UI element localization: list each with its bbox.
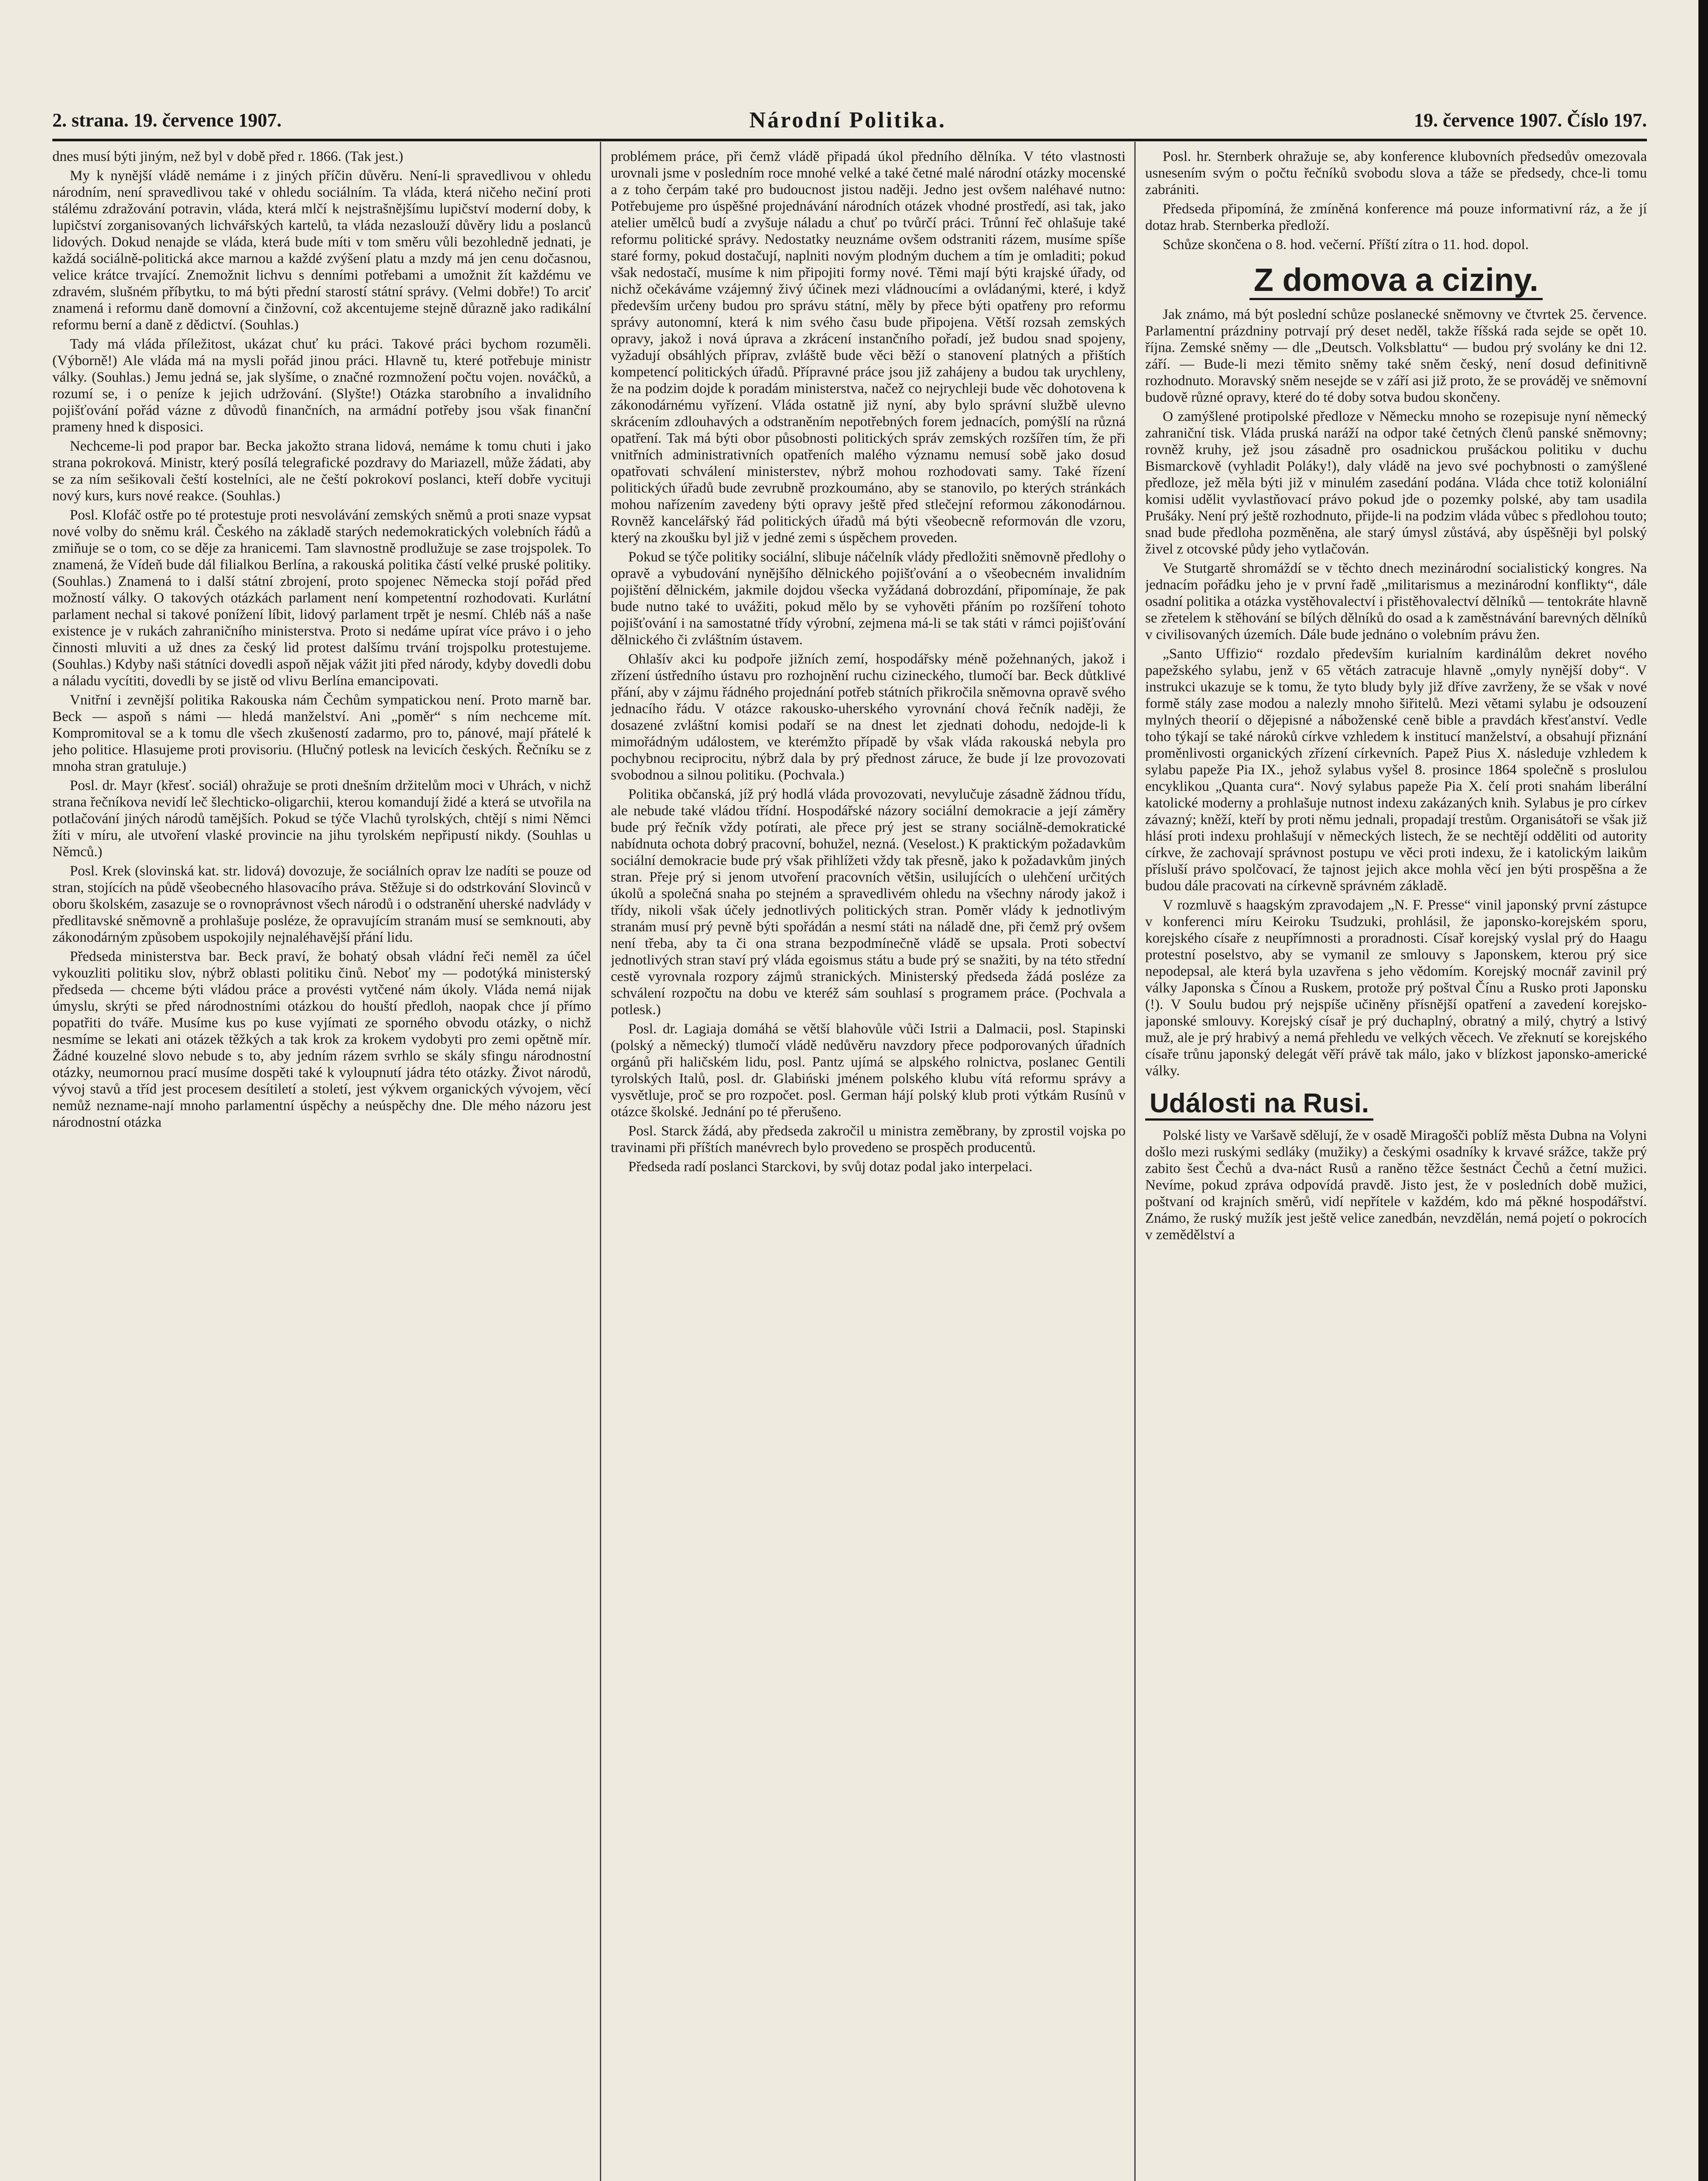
paragraph: V rozmluvě s haagským zpravodajem „N. F. Presse“ vinil japonský první zástupce v konferenci míru Keiroku Tsudzuki, prohlásil, že japonsko-korejském sporu, korejského císaře z neupřímnosti a proradnosti. Císař korejský vyslal prý do Haagu protestní poselstvo, aby se vymanil ze smlouvy s Japonskem, kterou prý sice nepodepsal, ale která byla uzavřena s jeho vědomím. Korejský mocnář zavinil prý války Japonska s Čínou a Ruskem, protože prý poštval Čínu a Rusko proti Japonsku (!). V Soulu budou prý nejspíše učiněny přísnější opatření a zavedení korejsko-japonské smlouvy. Korejský císař je prý duchaplný, obratný a milý, chytrý a lstivý muž, ale je prý hrabivý a nemá přehledu ve velkých věcech. Ve zřeknutí se korejského císaře trůnu japonský delegát věří právě tak málo, jako v blízkost japonsko-americké války. — [1145, 897, 1647, 1079]
paragraph: Posl. dr. Lagiaja domáhá se větší blahovůle vůči Istrii a Dalmacii, posl. Stapinski (polský a německý) tlumočí vládě nedůvěru navzdory přece podporovaných úřadních orgánů při haličském lidu, posl. Pantz ujímá se alpského rolnictva, poslanec Gentili tyrolských Italů, posl. dr. Glabiński jménem polského klubu vítá reformu správy a vysvětluje, proč se pro rozpočet. posl. German hájí polský klub proti výtkám Rusínů v otázce školské. Jednání po té přerušeno. — [611, 1021, 1126, 1120]
header-rule — [52, 139, 1647, 141]
column-divider — [600, 142, 601, 2181]
paragraph: Posl. Starck žádá, aby předseda zakročil u ministra zeměbrany, by zprostil vojska po travinami při příštích manévrech bylo provedeno se prospěch producentů. — [611, 1123, 1126, 1155]
paragraph: Předseda radí poslanci Starckovi, by svůj dotaz podal jako interpelaci. — [628, 1159, 1033, 1175]
paragraph: Ohlašív akci ku podpoře jižních zemí, hospodářsky méně požehnaných, jakož i zřízení ústředního ústavu pro rozhojnění ruchu cizineckého, tlumočí bar. Beck důtklivé přání, aby v zájmu řádného projednání potřeb státních přikročila sněmovna opravě svého jednacího řádu. V otázce rakousko-uherského vyrovnání chová řečník naději, že dosazené zvláštní komisi podaří se na dnest let zjednati dohodu, nedojde-li k mimořádným událostem, ve kterémžto případě by však vláda rakouská nebyla pro pochybnou reciprocitu, nýbrž dala by prý přednost záruce, že bude jí lze provozovati svobodnou a silnou politiku. (Pochvala.) — [611, 651, 1126, 783]
scan-edge — [1698, 0, 1708, 2181]
section-heading-text: Události na Rusi. — [1145, 1088, 1373, 1121]
paragraph: Jak známo, má být poslední schůze poslanecké sněmovny ve čtvrtek 25. července. Parlamentní prázdniny potrvají prý deset neděl, takže říšská rada sejde se opět 10. října. Zemské sněmy — dle „Deutsch. Volksblattu“ — budou prý svolány ke dni 12. září. — Bude-li mezi těmito sněmy také sněm český, není dosud definitivně rozhodnuto. Moravský sněm nesejde se v září asi již proto, že se prováděj ve sněmovní budově různé opravy, které do té doby sotva budou skončeny. — [1145, 307, 1647, 405]
column-2 — [611, 148, 1126, 2181]
paragraph: Nechceme-li pod prapor bar. Becka jakožto strana lidová, nemáme k tomu chuti i jako strana pokroková. Ministr, který posílá telegrafické pozdravy do Mariazell, může žádati, aby se za ním sešikovali čeští kostelníci, ale ne čeští pokrokoví poslanci, kteří dobře vycituji nový kurs, kurs nové reakce. (Souhlas.) — [52, 438, 591, 504]
paragraph: Schůze skončena o 8. hod. večerní. Příští zítra o 11. hod. dopol. — [1163, 237, 1529, 253]
paragraph: „Santo Uffizio“ rozdalo především kurialním kardinálům dekret nového papežského sylabu, jenž v 65 větách zatracuje hlavně „omyly nynější doby“. V instrukci ukazuje se k tomu, že tyto bludy byly již dříve zavrženy, že se však v nové formě stály zase modou a nalezly mnoho šiřitelů. Mezi větami sylabu je odsouzení mylných theorií o dějepisné a náboženské ceně bible a pravdách křesťanství. Vedle toho týkají se také nároků církve vzhledem k institucí manželství, a obsahují přiznání proměnlivosti organických zřízení církevních. Papež Pius X. následuje vzhledem k sylabu papeže Pia IX., jehož sylabus vyšel 8. prosince 1864 společně s proslulou encyklikou „Quanta cura“. Nový sylabus papeže Pia X. čelí proti snahám liberální katolické moderny a prohlašuje nutnost indexu zakázaných knih. Sylabus je pro církev závazný; kněží, kteří by proti němu jednali, propadají trestům. Organisátoři se však již hlásí proti indexu prohlašují v německých listech, že se nechtějí odděliti od autority církve, že zachovají správnost postupu ve věci proti indexu, že i katolickým laikům přísluší právo spolčovací, že tajnost jejich akce mohla věcí jen býti prospěšna a že budou dále pracovati na církevně správném základě. — [1145, 646, 1647, 894]
section-heading-text: Z domova a ciziny. — [1249, 262, 1543, 300]
paragraph: Předseda ministerstva bar. Beck praví, že bohatý obsah vládní řeči neměl za účel vykouzliti politiku slov, nýbrž oblasti politiku činů. Neboť my — podotýká ministerský předseda — chceme býti vládou práce a provésti vytčené nám úkoly. Vláda nemá nijak úmyslu, skrýti se před národnostními otázkou do houští předloh, naopak chce jí přímo popatřiti do tváře. Musíme kus po kuse vyjímati ze sporného obvodu otázky, o nichž nesmíme se lekati ani otázek těžkých a tak krok za krokem vydobyti pro zemi opětně mír. Žádné kouzelné slovo nebude s to, aby jedním rázem svrhlo se skály sfingu národnostní otázky, neumornou prací musíme dospěti také k vyloupnutí jádra této otázky. Život národů, vývoj stavů a tříd jest procesem desítiletí a století, jest výkvem organických vývojem, věcí nemůž nezname-nají mnoho parlamentní úspěchy a neúspěchy dne. Dle mého názoru jest národnostní otázka — [52, 949, 591, 1130]
paragraph: Tady má vláda příležitost, ukázat chuť ku práci. Takové práci bychom rozuměli. (Výborně!) Ale vláda má na mysli pořád jinou práci. Hlavně tu, které potřebuje ministr války. (Souhlas.) Jemu jedná se, jak slyšíme, o značné rozmnožení počtu vojen. nováčků, a rozumí se, i o peníze k jejich udržování. (Slyšte!) Otázka starobního a invalidního pojišťování pořád vázne z důvodů finančních, na armádní potřeby jsou však finanční prameny hned k disposici. — [52, 336, 591, 435]
section-heading-domov — [1145, 259, 1647, 301]
paragraph: Pokud se týče politiky sociální, slibuje náčelník vlády předložiti sněmovně předlohy o opravě a vybudování nynějšího dělnického pojišťování a o všeobecném invalidním pojištění dělnickém, jakmile dojdou všecka vyžádaná dobrozdání, připomínaje, že pak bude nutno také to uvážiti, pokud mělo by se vyhověti přáním po rozšíření tohoto pojišťování i na samostatné třídy výrobní, zejmena má-li se tak státi v rámci pojišťování dělnického či zvláštním ústavem. — [611, 549, 1126, 648]
paragraph: Posl. Krek (slovinská kat. str. lidová) dovozuje, že sociálních oprav lze nadíti se pouze od stran, stojících na půdě všeobecného hlasovacího práva. Stěžuje si do odstrkování Slovinců v oboru školském, zasazuje se o rovnoprávnost všech národů i o odstranění uherské nadvlády v předlitavské sněmovně a prohlašuje posléze, že opravujícím stranám musí se semknouti, aby zákonodárným způsobem uspokojily nejnaléhavější přání lidu. — [52, 863, 591, 945]
paragraph: Polské listy ve Varšavě sdělují, že v osadě Miragošči poblíž města Dubna na Volyni došlo mezi ruskými sedláky (mužiky) a českými osadníky k krvavé srážce, takže prý zabito šest Čechů a dva-náct Rusů a raněno těžce šestnáct Čechů a četní mužici. Nevíme, pokud zpráva odpovídá pravdě. Jisto jest, že v posledních době mužici, poštvaní od krajních směrů, vidí nepřítele v každém, kdo má pěkné hospodářství. Známo, že ruský mužík jest ještě velice zanedbán, nevzdělán, nemá pojetí o pokrocích v zemědělství a — [1145, 1128, 1647, 1243]
paragraph: My k nynější vládě nemáme i z jiných příčin důvěru. Není-li spravedlivou v ohledu národním, není spravedlivou také v ohledu sociálním. Ta vláda, která ničeho nečiní proti stálému zdražování potravin, vláda, která mlčí k nejstrašnějšímu lupičství moderní doby, k lupičství zorganisovaných lichvářských kartelů, ta vláda nezaslouží důvěry lidu a poslanců lidových. Dokud nenajde se vláda, která bude míti v tom směru vůli bezohledně jednati, je každá sociálně-politická akce marnou a každé zvýšení platu a mzdy má jen cenu dočasnou, velice krátce trvající. Znemožnit lichvu s denními potřebami a umožnit žít každému ve zdravém, slušném příbytku, to má býti přední starostí státní správy. (Velmi dobře!) To arciť znamená i reformu daně domovní a činžovní, což akcentujeme stejně důrazně jako radikální reformu berní a daně z dědictví. (Souhlas.) — [52, 168, 591, 333]
paragraph: Předseda připomíná, že zmíněná konference má pouze informativní ráz, a že jí dotaz hrab. Sternberka předloží. — [1145, 201, 1647, 233]
page-header — [52, 105, 1647, 135]
column-3 — [1145, 148, 1647, 2181]
paragraph: Politika občanská, jíž prý hodlá vláda provozovati, nevylučuje zásadně žádnou třídu, ale nebude také vládou třídní. Hospodářské názory sociální demokracie a její záměry bude prý řečník vždy potírati, ale přece prý jest se strany sociálně-demokratické nabídnuta ochota dobrý pracovní, bohužel, nezná. (Veselost.) K praktickým požadavkům sociální demokracie bude prý však přihlížeti vždy tak přesně, jako k požadavkům jiných stran. Přeje prý si jenom utvoření pracovních většin, usilujících o ulehčení určitých úkolů a společná snaha po stejném a spravedlivém ohledu na všechny národy jakož i třídy, nikoli však účely jednotlivých politických stran. Poměr vlády k jednotlivým stranám musí prý pevně býti spořádán a nesmí státi na náladě dne, při čemž prý ovšem není třeba, aby ta či ona strana bezpodmínečně vládě se upsala. Proti sobectví jednotlivých stran staví prý vláda egoismus státu a bude prý se snažiti, by na této střední cestě vyrovnala rozpory zájmů stranických. Ministerský předseda žádá posléze za schválení rozpočtu na dobu ve kteréž sám souhlasí s programem práce. (Pochvala a potlesk.) — [611, 786, 1126, 1018]
paragraph: problémem práce, při čemž vládě připadá úkol předního dělníka. V této vlastnosti urovnali jsme v posledním roce mnohé velké a také četné malé národní otázky mocenské a z toho čerpám také pro budoucnost jistou naději. Jedno jest ovšem naléhavé nutno: Potřebujeme pro úspěšné projednávání národních otázek vhodné prostředí, asi tak, jako atelier umělců budí a zvyšuje náladu a chuť po tvůrčí práci. Trůnní řeč ohlašuje také reformu politické správy. Nedostatky neuznáme ovšem odstraniti rázem, musíme spíše staré formy, pokud dostačují, naplniti novým plodným duchem a tím je omladiti; pokud však nedostačí, musíme k nim připojiti formy nové. Těmi mají býti krajské úřady, od nichž očekáváme vzájemný živý účinek mezi vládnoucími a ovládanými, které, i když především určeny budou pro správu státní, měly by přece býti opatřeny pro reformu správy autonomní, která k nim svého času bude připojena. Větší rozsah zemských opravy, jakož i nová úprava a zkrácení instančního pořadí, jež budou snad spojeny, vyžadují obsáhlých příprav, zvláště bude věci běží o stanovení platných a přištích kompetencí politických úřadů. Přípravné práce jsou již zahájeny a budou tak urychleny, že na podzim dojde k poradám ministerstva, načež co nejrychleji bude věc dohotovena k zákonodárnému vyřízení. Vláda ostatně již nyní, aby bylo správní službě ulevno skrácením zdlouhavých a odstraněním nepotřebných forem jednacích, pomýšlí na různá opatření. Tak má býti obor působnosti politických správ zemských rozšířen tím, že při vnitřních administrativních opatřeních malého významu nemusí sobě jako dosud opatřovati schválení ministerstev, nýbrž mohou rozhodovati samy. Také řízení politických úřadů bude zevrubně prozkoumáno, aby se stanovilo, po kterých stránkách mohou nařízením zavedeny býti opravy ještě před stlečejní reformou zákonodárnou. Rovněž kancelářský řád politických úřadů má býti všeobecně reformován dle vzoru, který na zkoušku byl již v jedné zemi s úspěchem proveden. — [611, 149, 1126, 546]
paragraph: Posl. hr. Sternberk ohražuje se, aby konference klubovních předsedův omezovala usnesením svým o počtu řečníků svobodu slova a táže se předsedy, chce-li tomu zabrániti. — [1145, 149, 1647, 198]
column-1 — [52, 148, 591, 2181]
header-right: 19. července 1907. Číslo 197. — [1414, 109, 1647, 131]
masthead: Národní Politika. — [749, 107, 946, 133]
paragraph: Ve Stutgartě shromáždí se v těchto dnech mezinárodní socialistický kongres. Na jednacím pořádku jeho je v první řadě „militarismus a mezinárodní konflikty“, dále osadní politika a otázka vystěhovalectví i přistěhovalectví dělníků — tentokráte hlavně se zřetelem k stěhování se bílých dělníků do osad a k zaměstnávání barevných dělníků v civilisovaných územích. Dále bude jednáno o volebním právu žen. — [1145, 561, 1647, 643]
paragraph: dnes musí býti jiným, než byl v době před r. 1866. (Tak jest.) — [52, 149, 404, 164]
section-heading-rusi — [1145, 1085, 1647, 1122]
header-left: 2. strana. 19. července 1907. — [52, 109, 282, 131]
paragraph: Vnitřní i zevnější politika Rakouska nám Čechům sympatickou není. Proto marně bar. Beck — aspoň s námi — hledá manželství. Ani „poměr“ s ním nechceme mít. Kompromitoval se a k tomu dle všech zkušeností zadarmo, pro to, pánové, mají přátelé k jeho politice. Hlasujeme proti provisoriu. (Hlučný potlesk na levicích českých. Řečníku se z mnoha stran gratuluje.) — [52, 692, 591, 774]
paragraph: Posl. Klofáč ostře po té protestuje proti nesvolávání zemských sněmů a proti snaze vypsat nové volby do sněmu král. Českého na základě starých nedemokratických volebních řádů a zmiňuje se o tom, co se děje za hranicemi. Tam slavnostně prodlužuje se zase trojspolek. To znamená, že Vídeň bude dál filialkou Berlína, a rakouská politika částí velké pruské politiky. (Souhlas.) Znamená to i další státní zbrojení, proto spojenec Německa stojí pořád před možností války. O takových otázkách parlament není kompetentní rozhodovati. Kurlátní parlament nechal si takové ponížení líbit, lidový parlament trpět je nesmí. Chléb náš a naše existence je v rukách zahraničního ministerstva. Proto si nedáme upírat více právo i o jeho činnosti mluviti a už dnes za český lid protest dalšímu trvání trojspolku protestujeme. (Souhlas.) Kdyby naši státníci dovedli aspoň nějak vážit jiti před národy, kdyby dovedli dobu a náladu vycítiti, dovedli by se jistě od vlivu Berlína emancipovati. — [52, 507, 591, 689]
paragraph: Posl. dr. Mayr (křesť. sociál) ohražuje se proti dnešním držitelům moci v Uhrách, v nichž strana řečníkova nevidí leč šlechticko-oligarchii, kterou komandují židé a která se utvořila na potlačování jiných národů tamějších. Pokud se týče Vlachů tyrolských, chtějí s nimi Němci žíti v míru, ale utvoření vlaské provincie na jihu tyrolském nepřipustí nikdy. (Souhlas u Němců.) — [52, 778, 591, 860]
paragraph: O zamýšlené protipolské předloze v Německu mnoho se rozepisuje nyní německý zahraniční tisk. Vláda pruská naráží na odpor také četných členů panské sněmovny; rovněž kruhy, jež jsou zásadně pro osadnickou prušáckou politiku v duchu Bismarckově (vyhladit Poláky!), daly vládě na jevo své pochybnosti o zamýšlené předloze, jež měla býti již v minulém zasedání podána. Vláda chce totiž koloniální komisi udělit vyvlastňovací právo pokud jde o pozemky polské, aby tam usadila Prušáky. Není prý ještě rozhodnuto, přijde-li na podzim vláda vůbec s předlohou touto; snad bude předloha pozměněna, ale starý úmysl zůstává, aby úspěšněji byl polský živel z otcovské půdy jeho vytlačován. — [1145, 409, 1647, 557]
column-divider — [1134, 142, 1136, 2181]
